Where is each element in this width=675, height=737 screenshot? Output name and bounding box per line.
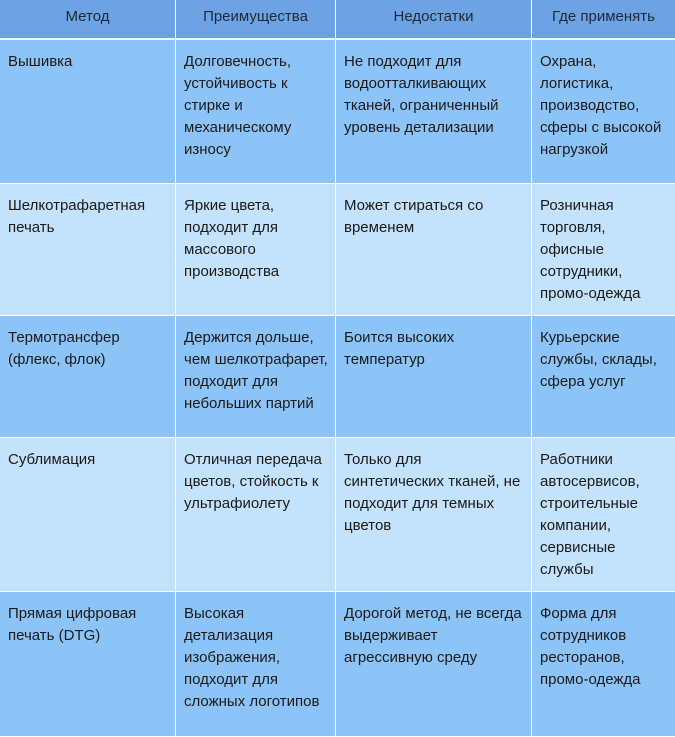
table-row [0,592,675,737]
cell-where: Курьерские службы, склады, сфера услуг [532,316,675,438]
cell-disadvantages: Может стираться со временем [336,184,532,316]
cell-advantages: Высокая детализация изображения, подходит для сложных логотипов [176,592,336,737]
cell-method: Термотрансфер (флекс, флок) [0,316,176,438]
table-row [0,316,675,438]
header-disadvantages: Недостатки [336,0,532,40]
cell-method: Сублимация [0,438,176,592]
cell-method: Прямая цифровая печать (DTG) [0,592,176,737]
table-row [0,184,675,316]
cell-method: Вышивка [0,40,176,184]
header-method: Метод [0,0,176,40]
cell-where: Розничная торговля, офисные сотрудники, промо-одежда [532,184,675,316]
cell-where: Охрана, логистика, производство, сферы с высокой нагрузкой [532,40,675,184]
cell-method: Шелкотрафаретная печать [0,184,176,316]
header-advantages: Преимущества [176,0,336,40]
cell-disadvantages: Дорогой метод, не всегда выдерживает агрессивную среду [336,592,532,737]
table-header-row [0,0,675,40]
cell-advantages: Долговечность, устойчивость к стирке и механическому износу [176,40,336,184]
cell-advantages: Отличная передача цветов, стойкость к ультрафиолету [176,438,336,592]
cell-disadvantages: Боится высоких температур [336,316,532,438]
header-where-to-apply: Где применять [532,0,675,40]
cell-where: Форма для сотрудников ресторанов, промо-одежда [532,592,675,737]
cell-advantages: Яркие цвета, подходит для массового производства [176,184,336,316]
cell-advantages: Держится дольше, чем шелкотрафарет, подходит для небольших партий [176,316,336,438]
table-row [0,40,675,184]
table-row [0,438,675,592]
cell-where: Работники автосервисов, строительные компании, сервисные службы [532,438,675,592]
cell-disadvantages: Только для синтетических тканей, не подходит для темных цветов [336,438,532,592]
cell-disadvantages: Не подходит для водоотталкивающих тканей, ограниченный уровень детализации [336,40,532,184]
